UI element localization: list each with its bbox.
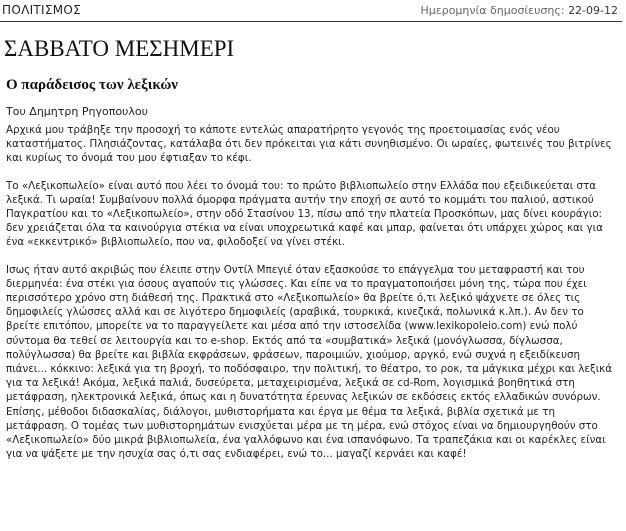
publication-date	[421, 4, 619, 17]
publication-date-label: Ημερομηνία δημοσίευσης:	[420, 4, 565, 17]
article-paragraph: Το «Λεξικοπωλείο» είναι αυτό που λέει το όνομά του: το πρώτο βιβλιοπωλείο στην Ελλάδα που εξειδικεύεται στα λεξικά. Τι ωραία! Συμβαίνουν πολλά όμορφα πράγματα αυτήν την εποχή σε αυτό το κομμάτι του παλιού, αστικού Παγκρατίου και το «Λεξικοπωλείο», στην οδό Στασίνου 13, πίσω από την πλατεία Προσκόπων, μας δίνει κουράγιο: δεν χρειάζεται όλα τα καινούργια στέκια να είναι υποχρεωτικά καφέ και μπαρ, φαίνεται ότι υπάρχει χώρος και για ένα «εκκεντρικό» βιβλιοπωλείο, που να, φιλοδοξεί να γίνει στέκι.	[6, 179, 603, 249]
section-name: ΠΟΛΙΤΙΣΜΟΣ	[2, 3, 82, 17]
article-title: ΣΑΒΒΑΤΟ ΜΕΣΗΜΕΡΙ	[4, 36, 235, 61]
section-header	[0, 0, 622, 22]
article-subtitle: Ο παράδεισος των λεξικών	[6, 77, 178, 93]
article-paragraph: Αρχικά μου τράβηξε την προσοχή το κάποτε εντελώς απαρατήρητο γεγονός της προετοιμασίας ενός νέου καταστήματος. Πλησιάζοντας, κατάλαβα ότι δεν πρόκειται για κάτι συνηθισμένο. Οι ωραίες, φωτεινές του βιτρίνες και κυρίως το όνομά του μου έφτιαξαν το κέφι.	[6, 124, 612, 165]
article-byline: Του Δημητρη Ρηγοπουλου	[6, 105, 149, 118]
article-body	[6, 123, 614, 461]
publication-date-value: 22-09-12	[568, 4, 618, 17]
article-paragraph: Ισως ήταν αυτό ακριβώς που έλειπε στην Οντίλ Μπεγιέ όταν εξασκούσε το επάγγελμα του μεταφραστή και του διερμηνέα: ένα στέκι για όσους αγαπούν τις γλώσσες. Και είπε να το πραγματοποιήσει μόνη της, τώρα που έχει περισσότερο χρόνο στη διάθεσή της. Πρακτικά στο «Λεξικοπωλείο» θα βρείτε ό,τι λεξικό ψάχνετε σε όλες τις δημοφιλείς γλώσσες αλλά και σε λιγότερο δημοφιλείς (αραβικά, τουρκικά, κινεζικά, πολωνικά κ.λπ.). Αν δεν το βρείτε επιτόπου, μπορείτε να το παραγγείλετε και μέσα από την ιστοσελίδα (www.lexikopoleio.com) ενώ πολύ σύντομα θα τεθεί σε λειτουργία και το e-shop. Εκτός από τα «συμβατικά» λεξικά (μονόγλωσσα, δίγλωσσα, πολύγλωσσα) θα βρείτε και βιβλία εκφράσεων, φράσεων, παροιμιών, χιούμορ, αργκό, ενώ συχνά η εξειδίκευση πιάνει... κόκκινο: λεξικά για τη βροχή, το ποδόσφαιρο, την πολιτική, το θέατρο, το ροκ, τα μάγκικα μέχρι και λεξικά για τα λεξικά! Ακόμα, λεξικά παλιά, δυσεύρετα, μεταχειρισμένα, λεξικά σε cd-Rom, λογισμικά βοηθητικά στη μετάφραση, ηλεκτρονικά λεξικά, όπως και η δυνατότητα έρευνας λεξικών σε εκδόσεις εκτός ελλαδικών συνόρων. Επίσης, μέθοδοι διδασκαλίας, διάλογοι, μυθιστορήματα και έργα με θέμα τα λεξικά, βιβλία σχετικά με τη μετάφραση. Ο τομέας των μυθιστορημάτων ενισχύεται μέρα με τη μέρα, ενώ στόχος είναι να δημιουργηθούν στο «Λεξικοπωλείο» δύο μικρά βιβλιοπωλεία, ένα γαλλόφωνο και ένα ισπανόφωνο. Τα τραπεζάκια και οι καρέκλες είναι για να ψάξετε με την ησυχία σας ό,τι σας ενδιαφέρει, ενώ το... μαγαζί κερνάει και καφέ!	[6, 263, 613, 461]
